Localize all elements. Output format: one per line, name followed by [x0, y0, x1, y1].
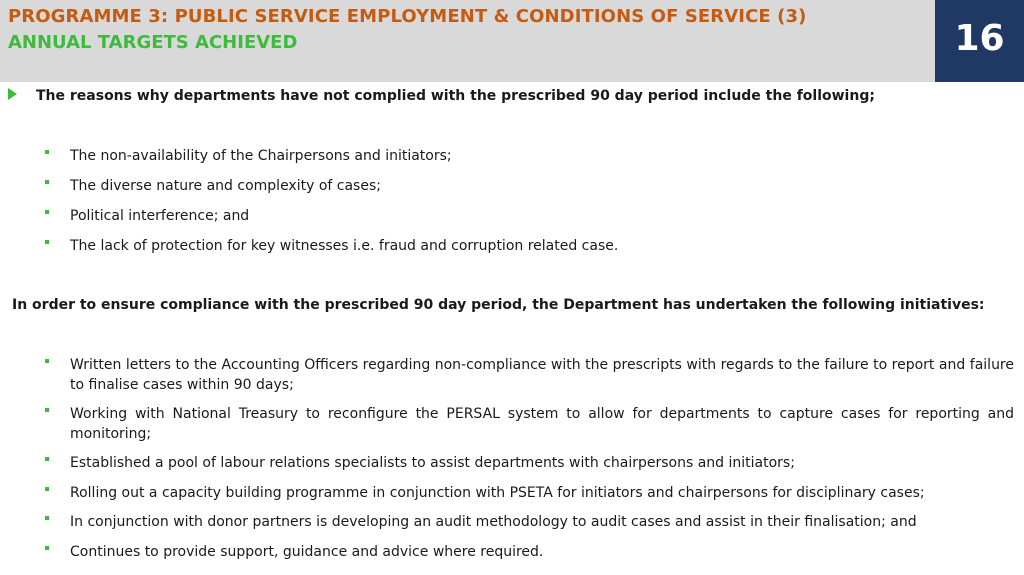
bullet-icon [45, 180, 49, 184]
list-item-text: Rolling out a capacity building programme in conjunction with PSETA for initiators and chairpersons for disciplinary cases; [70, 484, 925, 501]
list-item [0, 207, 1014, 227]
triangle-bullet-icon [8, 88, 17, 100]
list-item-text: The lack of protection for key witnesses i.e. fraud and corruption related case. [70, 238, 619, 254]
list-item [0, 356, 1014, 395]
bullet-icon [45, 150, 49, 154]
bullet-icon [45, 487, 49, 491]
list-item-text: The diverse nature and complexity of cases; [70, 178, 381, 194]
bullet-icon [45, 240, 49, 244]
reasons-list [0, 147, 1024, 267]
bullet-icon [45, 516, 49, 520]
list-item-text: The non-availability of the Chairpersons and initiators; [70, 148, 452, 164]
list-item [0, 513, 1014, 533]
bullet-icon [45, 210, 49, 214]
list-item [0, 237, 1014, 257]
list-item-text: Continues to provide support, guidance and advice where required. [70, 543, 544, 560]
bullet-icon [45, 546, 49, 550]
list-item [0, 543, 1014, 563]
slide-header [0, 0, 935, 82]
list-item-text: Political interference; and [70, 208, 250, 224]
section1-intro: The reasons why departments have not complied with the prescribed 90 day period include the following; [36, 88, 875, 104]
bullet-icon [45, 359, 49, 363]
list-item [0, 147, 1014, 167]
list-item-text: Established a pool of labour relations specialists to assist departments with chairpersons and initiators; [70, 455, 795, 471]
initiatives-list [0, 356, 1024, 572]
list-item [0, 177, 1014, 197]
slide-subtitle: ANNUAL TARGETS ACHIEVED [8, 32, 298, 53]
page-number-box [935, 0, 1024, 82]
list-item-text: Working with National Treasury to reconfigure the PERSAL system to allow for departments to capture cases for reporting and monitoring; [70, 406, 1014, 442]
list-item [0, 484, 1014, 504]
bullet-icon [45, 408, 49, 412]
list-item [0, 405, 1014, 444]
page-number: 16 [954, 18, 1005, 59]
list-item-text: In conjunction with donor partners is developing an audit methodology to audit cases and assist in their finalisation; and [70, 514, 917, 530]
section2-intro: In order to ensure compliance with the prescribed 90 day period, the Department has undertaken the following initiatives: [12, 297, 985, 313]
list-item-text: Written letters to the Accounting Officers regarding non-compliance with the prescripts with regards to the failure to report and failure to finalise cases within 90 days; [70, 357, 1014, 393]
list-item [0, 454, 1014, 474]
slide-title: PROGRAMME 3: PUBLIC SERVICE EMPLOYMENT & CONDITIONS OF SERVICE (3) [8, 6, 807, 27]
bullet-icon [45, 457, 49, 461]
